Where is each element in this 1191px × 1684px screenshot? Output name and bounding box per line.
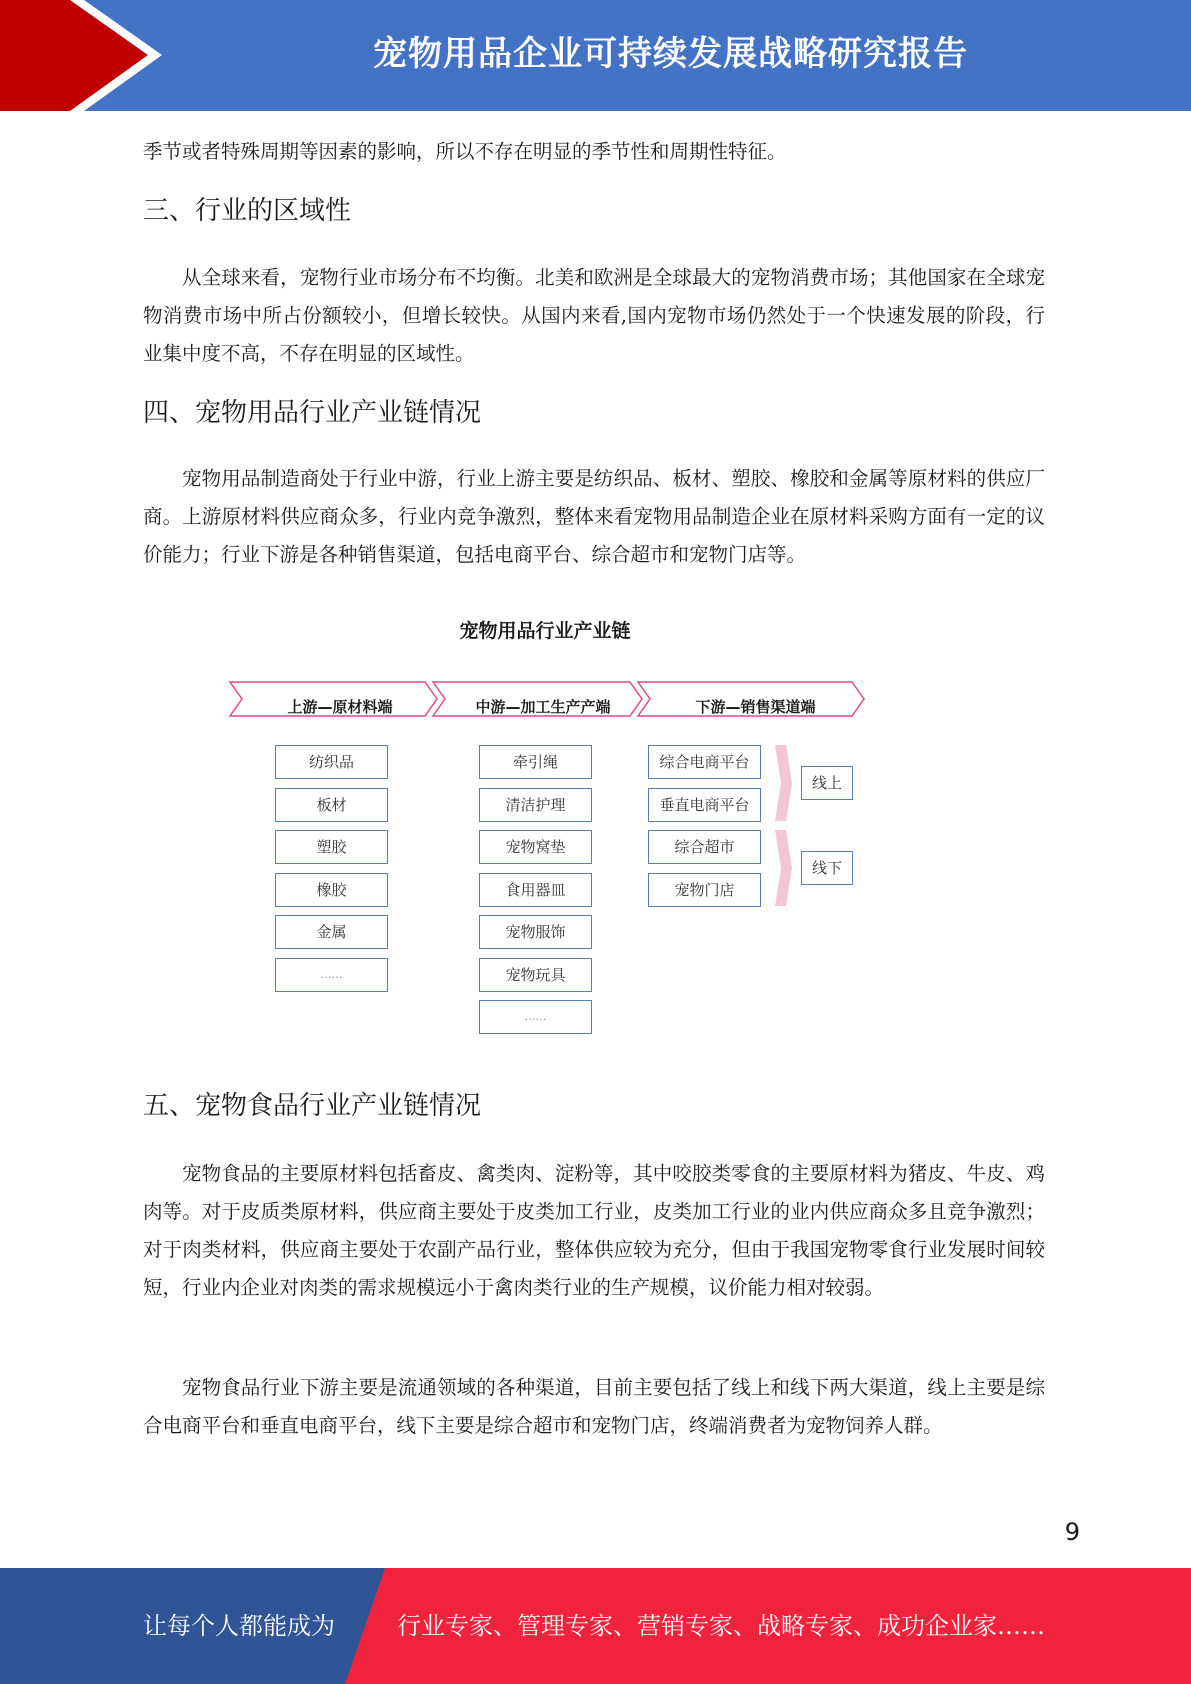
paragraph: 从全球来看，宠物行业市场分布不均衡。北美和欧洲是全球最大的宠物消费市场；其他国家在全球宠物消费市场中所占份额较小，但增长较快。从国内来看,国内宠物市场仍然处于一个快速发展的阶段，行业集中度不高，不存在明显的区域性。 xyxy=(143,266,1045,365)
midstream-item: 宠物窝垫 xyxy=(479,830,592,864)
online-brace xyxy=(775,745,792,821)
section5-body-1 xyxy=(143,1155,1045,1307)
midstream-item: 食用器皿 xyxy=(479,873,592,907)
footer-slogan-right: 行业专家、管理专家、营销专家、战略专家、成功企业家…… xyxy=(397,1612,1045,1640)
section3-body xyxy=(143,259,1045,373)
paragraph: 宠物食品的主要原材料包括畜皮、禽类肉、淀粉等，其中咬胶类零食的主要原材料为猪皮、牛皮、鸡肉等。对于皮质类原材料，供应商主要处于皮类加工行业，皮类加工行业的业内供应商众多且竞争激烈；对于肉类材料，供应商主要处于农副产品行业，整体供应较为充分，但由于我国宠物零食行业发展时间较短，行业内企业对肉类的需求规模远小于禽肉类行业的生产规模，议价能力相对较弱。 xyxy=(143,1162,1045,1299)
page-header xyxy=(0,0,1191,111)
paragraph: 宠物食品行业下游主要是流通领域的各种渠道，目前主要包括了线上和线下两大渠道，线上主要是综合电商平台和垂直电商平台，线下主要是综合超市和宠物门店，终端消费者为宠物饲养人群。 xyxy=(143,1376,1045,1437)
midstream-item: 宠物玩具 xyxy=(479,958,592,992)
upstream-item: 板材 xyxy=(275,788,388,822)
report-title: 宠物用品企业可持续发展战略研究报告 xyxy=(373,34,968,74)
stage-label-downstream: 下游—销售渠道端 xyxy=(695,698,816,716)
intro-paragraph-block xyxy=(143,133,1045,171)
section-heading: 四、宠物用品行业产业链情况 xyxy=(143,398,482,428)
upstream-item: 金属 xyxy=(275,915,388,949)
paragraph: 宠物用品制造商处于行业中游，行业上游主要是纺织品、板材、塑胶、橡胶和金属等原材料的供应厂商。上游原材料供应商众多，行业内竞争激烈，整体来看宠物用品制造企业在原材料采购方面有一定的议价能力；行业下游是各种销售渠道，包括电商平台、综合超市和宠物门店等。 xyxy=(143,467,1045,566)
midstream-item: 清洁护理 xyxy=(479,788,592,822)
footer-slogan-left: 让每个人都能成为 xyxy=(143,1612,335,1640)
midstream-item: 宠物服饰 xyxy=(479,915,592,949)
diagram-title: 宠物用品行业产业链 xyxy=(459,620,631,642)
section-heading: 三、行业的区域性 xyxy=(143,196,352,226)
downstream-item: 综合超市 xyxy=(648,830,761,864)
paragraph: 季节或者特殊周期等因素的影响，所以不存在明显的季节性和周期性特征。 xyxy=(143,140,787,163)
upstream-item-more: …… xyxy=(275,958,388,992)
page-number: 9 xyxy=(1064,1518,1080,1546)
header-red-chevron xyxy=(0,0,170,111)
downstream-item: 宠物门店 xyxy=(648,873,761,907)
section-heading: 五、宠物食品行业产业链情况 xyxy=(143,1091,482,1121)
offline-brace xyxy=(775,830,792,906)
upstream-item: 塑胶 xyxy=(275,830,388,864)
channel-online: 线上 xyxy=(801,766,853,800)
stage-label-upstream: 上游—原材料端 xyxy=(287,698,393,716)
page-footer xyxy=(0,1568,1191,1684)
industry-chain-diagram xyxy=(0,600,1191,1050)
section4-body xyxy=(143,460,1045,574)
downstream-item: 综合电商平台 xyxy=(648,745,761,779)
upstream-item: 纺织品 xyxy=(275,745,388,779)
midstream-item: 牵引绳 xyxy=(479,745,592,779)
midstream-item-more: …… xyxy=(479,1000,592,1034)
upstream-item: 橡胶 xyxy=(275,873,388,907)
section5-body-2 xyxy=(143,1369,1045,1445)
diagram-shapes xyxy=(0,600,1191,1050)
channel-offline: 线下 xyxy=(801,851,853,885)
downstream-item: 垂直电商平台 xyxy=(648,788,761,822)
stage-label-midstream: 中游—加工生产产端 xyxy=(475,698,611,716)
